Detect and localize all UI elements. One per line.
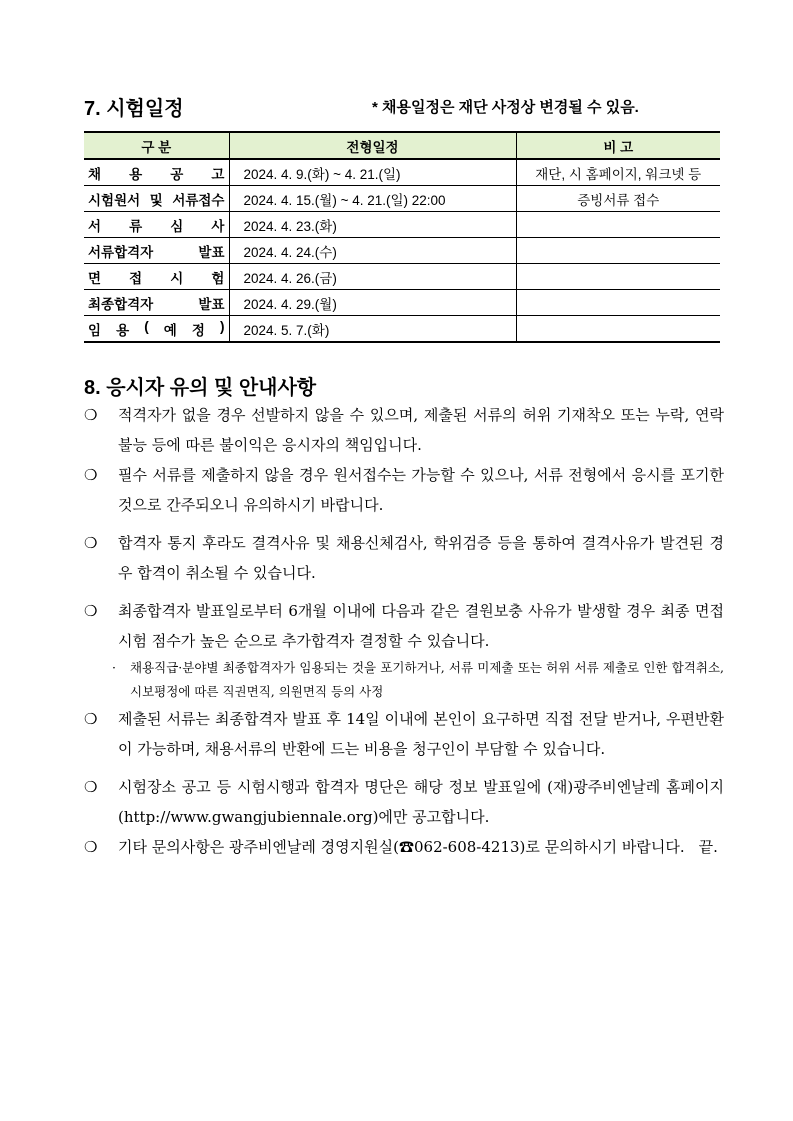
header-remarks: [516, 132, 720, 159]
row-remarks: [516, 212, 720, 238]
table-row: [84, 212, 720, 238]
list-item-text: 기타 문의사항은 광주비엔날레 경영지원실(☎062-608-4213)로 문의하시기 바랍니다.: [118, 838, 685, 856]
header-category-label: 구 분: [141, 139, 172, 155]
sub-list-item-text: 채용직급·분야별 최종합격자가 임용되는 것을 포기하거나, 서류 미제출 또는 허위 서류 제출로 인한 합격취소, 시보평정에 따른 직권면직, 의원면직 등의 사정: [130, 660, 724, 699]
table-row: [84, 316, 720, 343]
circle-bullet-icon: ❍: [84, 534, 98, 552]
list-item-text: 합격자 통지 후라도 결격사유 및 채용신체검사, 학위검증 등을 통하여 결격사유가 발견된 경우 합격이 취소될 수 있습니다.: [118, 534, 724, 582]
row-remarks: [516, 238, 720, 264]
row-remarks: [516, 264, 720, 290]
row-category: [84, 264, 229, 290]
row-remarks: 재단, 시 홈페이지, 워크넷 등: [516, 159, 720, 186]
exam-schedule-table: [84, 131, 720, 343]
row-category-label: 채 용 공 고: [88, 166, 225, 182]
end-mark: 끝.: [698, 838, 718, 856]
row-remarks: [516, 290, 720, 316]
notice-list: [84, 400, 724, 862]
circle-bullet-icon: ❍: [84, 602, 98, 620]
circle-bullet-icon: ❍: [84, 710, 98, 728]
circle-bullet-icon: ❍: [84, 778, 98, 796]
list-item: [84, 832, 724, 862]
table-header-row: [84, 132, 720, 159]
header-category: [84, 132, 229, 159]
row-schedule: 2024. 4. 15.(월) ~ 4. 21.(일) 22:00: [229, 186, 516, 212]
row-category: [84, 159, 229, 186]
row-category-label: 서류합격자 발표: [88, 244, 225, 260]
table-row: [84, 264, 720, 290]
table-row: [84, 159, 720, 186]
row-category-label: 최종합격자 발표: [88, 296, 225, 312]
section-8-title: 8. 응시자 유의 및 안내사항: [84, 377, 317, 399]
section-7-title: 7. 시험일정: [84, 98, 184, 120]
sub-list-item: [84, 656, 724, 704]
row-remarks: [516, 316, 720, 343]
list-item: [84, 528, 724, 588]
table-row: [84, 238, 720, 264]
row-category: [84, 212, 229, 238]
row-schedule: 2024. 4. 9.(화) ~ 4. 21.(일): [229, 159, 516, 186]
list-item: [84, 460, 724, 520]
header-schedule: [229, 132, 516, 159]
row-schedule: 2024. 5. 7.(화): [229, 316, 516, 343]
header-schedule-label: 전형일정: [346, 139, 399, 155]
list-item: [84, 772, 724, 832]
circle-bullet-icon: ❍: [84, 838, 98, 856]
schedule-change-note: * 채용일정은 재단 사정상 변경될 수 있음.: [372, 99, 639, 116]
list-item-text: 제출된 서류는 최종합격자 발표 후 14일 이내에 본인이 요구하면 직접 전달 받거나, 우편반환이 가능하며, 채용서류의 반환에 드는 비용을 청구인이 부담할 수 있습니다.: [118, 710, 724, 758]
circle-bullet-icon: ❍: [84, 406, 98, 424]
row-category-label: 서 류 심 사: [88, 218, 225, 234]
table-row: [84, 186, 720, 212]
row-schedule: 2024. 4. 29.(월): [229, 290, 516, 316]
row-category: [84, 238, 229, 264]
row-category: [84, 290, 229, 316]
list-item: [84, 400, 724, 460]
list-item-text: 최종합격자 발표일로부터 6개월 이내에 다음과 같은 결원보충 사유가 발생할 경우 최종 면접시험 점수가 높은 순으로 추가합격자 결정할 수 있습니다.: [118, 602, 724, 650]
row-category-label: 면 접 시 험: [88, 270, 225, 286]
row-category-label: 임 용 ( 예 정 ): [88, 318, 225, 338]
list-item: [84, 596, 724, 656]
row-schedule: 2024. 4. 24.(수): [229, 238, 516, 264]
row-remarks: 증빙서류 접수: [516, 186, 720, 212]
list-item: [84, 704, 724, 764]
header-remarks-label: 비 고: [603, 139, 634, 155]
dot-bullet-icon: ·: [112, 660, 116, 675]
row-schedule: 2024. 4. 26.(금): [229, 264, 516, 290]
circle-bullet-icon: ❍: [84, 466, 98, 484]
row-category: [84, 186, 229, 212]
list-item-text: 시험장소 공고 등 시험시행과 합격자 명단은 해당 정보 발표일에 (재)광주비엔날레 홈페이지 (http://www.gwangjubiennale.org)에만 공고합니다.: [118, 778, 724, 826]
table-row: [84, 290, 720, 316]
row-category: [84, 316, 229, 343]
list-item-text: 적격자가 없을 경우 선발하지 않을 수 있으며, 제출된 서류의 허위 기재착오 또는 누락, 연락불능 등에 따른 불이익은 응시자의 책임입니다.: [118, 406, 724, 454]
list-item-text: 필수 서류를 제출하지 않을 경우 원서접수는 가능할 수 있으나, 서류 전형에서 응시를 포기한 것으로 간주되오니 유의하시기 바랍니다.: [118, 466, 724, 514]
row-category-label: 시험원서 및 서류접수: [88, 192, 225, 208]
row-schedule: 2024. 4. 23.(화): [229, 212, 516, 238]
